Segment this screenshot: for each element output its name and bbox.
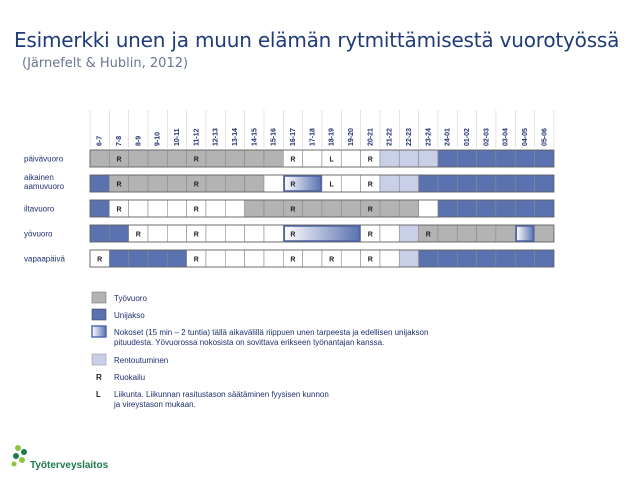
hour-label: 03-04	[502, 128, 510, 146]
meal-mark: R	[367, 231, 373, 239]
schedule-cell	[206, 200, 225, 217]
hour-label: 21-22	[386, 128, 394, 146]
schedule-cell	[90, 200, 109, 217]
schedule-cell	[109, 225, 128, 242]
schedule-cell	[148, 225, 167, 242]
meal-mark: R	[367, 181, 373, 189]
schedule-cell	[167, 250, 186, 267]
hour-label: 14-15	[251, 128, 259, 146]
legend-item	[92, 309, 145, 320]
schedule-cell	[225, 150, 244, 167]
schedule-cell	[380, 250, 399, 267]
legend-text: Ruokailu	[114, 373, 146, 382]
meal-mark: R	[193, 231, 199, 239]
meal-mark: R	[135, 231, 141, 239]
nap-swatch	[92, 326, 106, 337]
schedule-cell	[245, 150, 264, 167]
schedule-cell	[496, 225, 515, 242]
schedule-cell	[245, 200, 264, 217]
schedule-cell	[399, 150, 418, 167]
schedule-cell	[90, 175, 109, 192]
schedule-cell	[206, 250, 225, 267]
schedule-cell	[341, 150, 360, 167]
schedule-cell	[264, 250, 283, 267]
hour-label: 02-03	[483, 128, 491, 146]
schedule-cell	[264, 200, 283, 217]
legend-text: pituudesta. Yövuorossa nokosista on sovittava erikseen työnantajan kanssa.	[114, 338, 385, 347]
schedule-cell	[341, 250, 360, 267]
legend-item	[92, 326, 428, 347]
schedule-cell	[380, 200, 399, 217]
schedule-cell	[515, 150, 534, 167]
schedule-cell	[515, 200, 534, 217]
meal-mark: R	[290, 206, 296, 214]
schedule-cell	[264, 150, 283, 167]
schedule-cell	[457, 150, 476, 167]
schedule-cell	[148, 250, 167, 267]
hour-label: 11-12	[193, 128, 201, 146]
schedule-cell	[438, 175, 457, 192]
hour-label: 6-7	[96, 135, 104, 146]
hour-label: 22-23	[405, 128, 413, 146]
schedule-cell	[129, 150, 148, 167]
schedule-cell	[515, 175, 534, 192]
hour-label: 10-11	[173, 128, 181, 146]
meal-mark: L	[329, 156, 334, 164]
meal-mark: R	[290, 181, 296, 189]
page-title: Esimerkki unen ja muun elämän rytmittämisestä vuorotyössä	[14, 28, 620, 52]
meal-mark: R	[329, 256, 335, 264]
nap-block	[284, 226, 359, 241]
schedule-cell	[477, 200, 496, 217]
schedule-cell	[148, 150, 167, 167]
schedule-cell	[457, 225, 476, 242]
schedule-cell	[129, 200, 148, 217]
schedule-cell	[167, 175, 186, 192]
schedule-cell	[496, 150, 515, 167]
schedule-cell	[496, 250, 515, 267]
schedule-cell	[438, 250, 457, 267]
legend-text: Nokoset (15 min – 2 tuntia) tällä aikavälillä riippuen unen tarpeesta ja edellisen unijakson	[114, 328, 429, 337]
hour-label: 9-10	[154, 131, 162, 146]
schedule-cell	[535, 250, 554, 267]
schedule-cell	[167, 225, 186, 242]
legend-item	[96, 373, 145, 382]
schedule-cell	[264, 175, 283, 192]
schedule-cell	[148, 175, 167, 192]
schedule-cell	[399, 175, 418, 192]
schedule-cell	[341, 175, 360, 192]
schedule-cell	[303, 250, 322, 267]
schedule-cell	[399, 200, 418, 217]
schedule-cell	[380, 175, 399, 192]
meal-mark: R	[193, 181, 199, 189]
schedule-cell	[496, 175, 515, 192]
meal-mark: R	[193, 206, 199, 214]
schedule-cell	[477, 175, 496, 192]
schedule-cell	[399, 225, 418, 242]
schedule-cell	[419, 150, 438, 167]
schedule-cell	[535, 225, 554, 242]
meal-mark: R	[425, 231, 431, 239]
meal-mark: R	[367, 206, 373, 214]
schedule-cell	[225, 200, 244, 217]
hour-label: 20-21	[367, 128, 375, 146]
row-label: aikainen	[24, 173, 54, 182]
schedule-cell	[477, 225, 496, 242]
schedule-cell	[129, 175, 148, 192]
row-label: päivävuoro	[24, 154, 64, 164]
schedule-cell	[148, 200, 167, 217]
row-label: vapaapäivä	[24, 254, 65, 264]
meal-mark: R	[193, 256, 199, 264]
schedule-cell	[457, 175, 476, 192]
schedule-cell	[206, 150, 225, 167]
schedule-cell	[109, 250, 128, 267]
row-label: yövuoro	[24, 229, 53, 239]
hour-label: 05-06	[541, 128, 549, 146]
meal-mark: R	[367, 156, 373, 164]
schedule-cell	[419, 200, 438, 217]
meal-mark: R	[290, 156, 296, 164]
schedule-cell	[438, 225, 457, 242]
schedule-cell	[167, 150, 186, 167]
schedule-cell	[477, 250, 496, 267]
schedule-cell	[225, 225, 244, 242]
legend-text: Liikunta. Liikunnan rasitustason säätäminen fyysisen kunnon	[114, 390, 329, 399]
hour-label: 7-8	[115, 135, 123, 146]
schedule-cell	[438, 150, 457, 167]
schedule-cell	[535, 200, 554, 217]
relax-swatch	[92, 354, 106, 365]
logo-text: Työterveyslaitos	[30, 460, 109, 471]
schedule-cell	[380, 150, 399, 167]
schedule-cell	[457, 250, 476, 267]
hour-label: 17-18	[309, 128, 317, 146]
schedule-cell	[438, 200, 457, 217]
schedule-cell	[496, 200, 515, 217]
hour-label: 19-20	[347, 128, 355, 146]
hour-label: 8-9	[135, 135, 143, 146]
legend-letter: R	[96, 373, 102, 382]
hour-label: 16-17	[289, 128, 297, 146]
schedule-cell	[245, 225, 264, 242]
meal-mark: R	[290, 256, 296, 264]
schedule-cell	[535, 150, 554, 167]
schedule-cell	[225, 175, 244, 192]
hour-label: 18-19	[328, 128, 336, 146]
schedule-cell	[399, 250, 418, 267]
hour-label: 13-14	[231, 128, 239, 146]
hour-label: 23-24	[425, 128, 433, 146]
schedule-cell	[303, 150, 322, 167]
hour-label: 12-13	[212, 128, 220, 146]
hour-label: 04-05	[521, 128, 529, 146]
schedule-cell	[380, 225, 399, 242]
hour-label: 01-02	[463, 128, 471, 146]
legend-item	[92, 354, 168, 365]
hour-label: 15-16	[270, 128, 278, 146]
schedule-cell	[225, 250, 244, 267]
meal-mark: R	[116, 206, 122, 214]
schedule-cell	[90, 225, 109, 242]
page-subtitle: (Järnefelt & Hublin, 2012)	[22, 56, 189, 71]
schedule-cell	[206, 225, 225, 242]
hour-label: 24-01	[444, 128, 452, 146]
meal-mark: L	[329, 181, 334, 189]
meal-mark: R	[367, 256, 373, 264]
legend-text: Työvuoro	[114, 294, 147, 303]
meal-mark: R	[290, 231, 296, 239]
schedule-cell	[419, 250, 438, 267]
legend-letter: L	[96, 390, 101, 399]
legend-item	[92, 292, 147, 303]
sleep-swatch	[92, 309, 106, 320]
legend-text: Unijakso	[114, 311, 145, 320]
schedule-cell	[129, 250, 148, 267]
schedule-cell	[419, 175, 438, 192]
schedule-cell	[457, 200, 476, 217]
schedule-cell	[303, 200, 322, 217]
nap-block	[516, 226, 533, 241]
meal-mark: R	[116, 156, 122, 164]
meal-mark: R	[97, 256, 103, 264]
schedule-cell	[245, 250, 264, 267]
schedule-cell	[264, 225, 283, 242]
schedule-cell	[477, 150, 496, 167]
meal-mark: R	[116, 181, 122, 189]
schedule-cell	[535, 175, 554, 192]
schedule-cell	[167, 200, 186, 217]
work-swatch	[92, 292, 106, 303]
legend-text: ja vireystason mukaan.	[114, 400, 196, 409]
row-label: aamuvuoro	[24, 182, 65, 191]
legend-item	[96, 390, 329, 409]
schedule-cell	[341, 200, 360, 217]
schedule-cell	[322, 200, 341, 217]
schedule-cell	[245, 175, 264, 192]
schedule-cell	[206, 175, 225, 192]
schedule-cell	[90, 150, 109, 167]
meal-mark: R	[193, 156, 199, 164]
legend-text: Rentoutuminen	[114, 356, 169, 365]
schedule-cell	[515, 250, 534, 267]
row-label: iltavuoro	[24, 204, 55, 214]
